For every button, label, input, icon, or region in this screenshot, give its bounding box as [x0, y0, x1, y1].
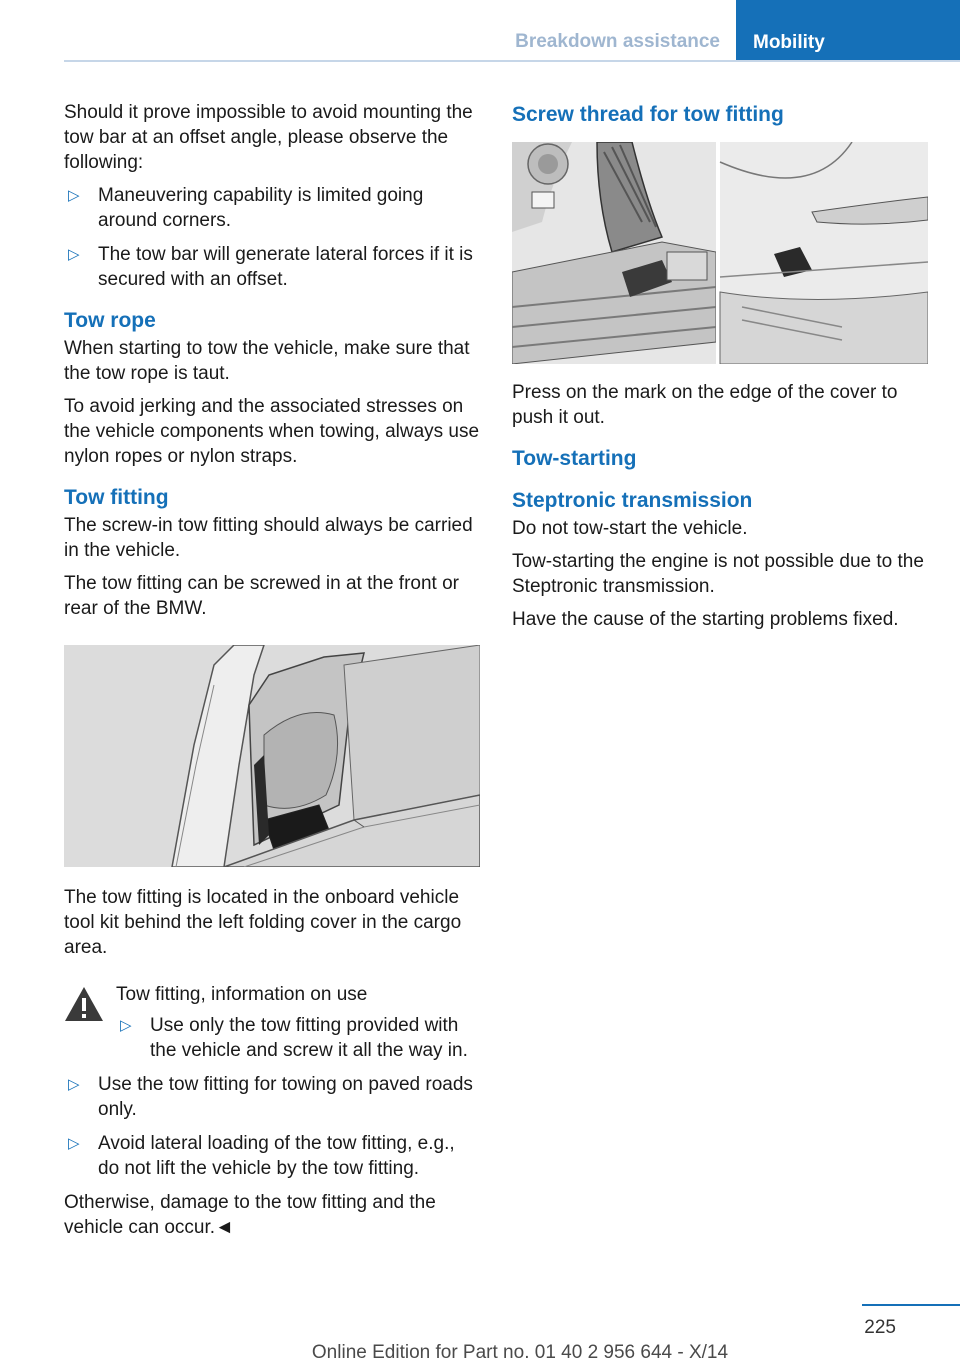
bumper-cover-illustration [512, 142, 928, 364]
edition-note: Online Edition for Part no. 01 40 2 956 644 - X/14 [311, 1342, 729, 1363]
right-column [512, 100, 928, 640]
footer-rule [862, 1304, 960, 1306]
warning-bullet-list-indented [116, 1013, 480, 1063]
triangle-bullet-icon: ▷ [120, 1017, 132, 1034]
triangle-bullet-icon: ▷ [68, 246, 80, 263]
steptronic-paragraph-2: Tow-starting the engine is not possible due to the Steptronic transmission. [512, 551, 924, 597]
list-item: ▷ Use only the tow fitting provided with the vehicle and screw it all the way in. [120, 1015, 468, 1061]
screw-thread-caption: Press on the mark on the edge of the cover to push it out. [512, 382, 898, 428]
tow-rope-paragraph-1: When starting to tow the vehicle, make sure that the tow rope is taut. [64, 338, 470, 384]
warning-block [64, 982, 480, 1063]
tow-fitting-paragraph-1: The screw-in tow fitting should always be carried in the vehicle. [64, 515, 473, 561]
page-header [0, 0, 960, 62]
steptronic-paragraph-1: Do not tow-start the vehicle. [512, 518, 748, 539]
list-item: ▷ Avoid lateral loading of the tow fitting, e.g., do not lift the vehicle by the tow fitting. [68, 1133, 455, 1179]
cargo-area-illustration [64, 645, 480, 867]
intro-paragraph: Should it prove impossible to avoid mounting the tow bar at an offset angle, please observe the following: [64, 102, 473, 173]
warning-triangle-icon [64, 986, 104, 1022]
tow-starting-heading: Tow-starting [512, 447, 637, 470]
warning-title: Tow fitting, information on use [116, 984, 368, 1005]
header-chapter-tab: Mobility [736, 0, 960, 62]
tow-fitting-paragraph-2: The tow fitting can be screwed in at the front or rear of the BMW. [64, 573, 459, 619]
triangle-bullet-icon: ▷ [68, 1135, 80, 1152]
warning-closing: Otherwise, damage to the tow fitting and the vehicle can occur.◄ [64, 1192, 436, 1238]
list-item: ▷ The tow bar will generate lateral forces if it is secured with an offset. [68, 244, 473, 290]
list-item: ▷ Maneuvering capability is limited going around corners. [68, 185, 424, 231]
left-column [64, 100, 480, 1248]
offset-bullet-list [64, 183, 480, 292]
screw-thread-heading: Screw thread for tow fitting [512, 103, 784, 126]
page-number: 225 [864, 1317, 896, 1338]
tow-rope-paragraph-2: To avoid jerking and the associated stresses on the vehicle components when towing, always use nylon ropes or nylon straps. [64, 396, 480, 467]
tow-fitting-heading: Tow fitting [64, 486, 169, 509]
list-item: ▷ Use the tow fitting for towing on paved roads only. [68, 1074, 473, 1120]
tow-fitting-caption: The tow fitting is located in the onboard vehicle tool kit behind the left folding cover in the cargo area. [64, 887, 462, 958]
header-rule [64, 60, 960, 62]
steptronic-heading: Steptronic transmission [512, 489, 753, 512]
header-section-title: Breakdown assistance [515, 31, 720, 52]
warning-bullet-list [64, 1072, 480, 1181]
triangle-bullet-icon: ▷ [68, 1076, 80, 1093]
steptronic-paragraph-3: Have the cause of the starting problems fixed. [512, 609, 899, 630]
triangle-bullet-icon: ▷ [68, 187, 80, 204]
tow-rope-heading: Tow rope [64, 309, 156, 332]
